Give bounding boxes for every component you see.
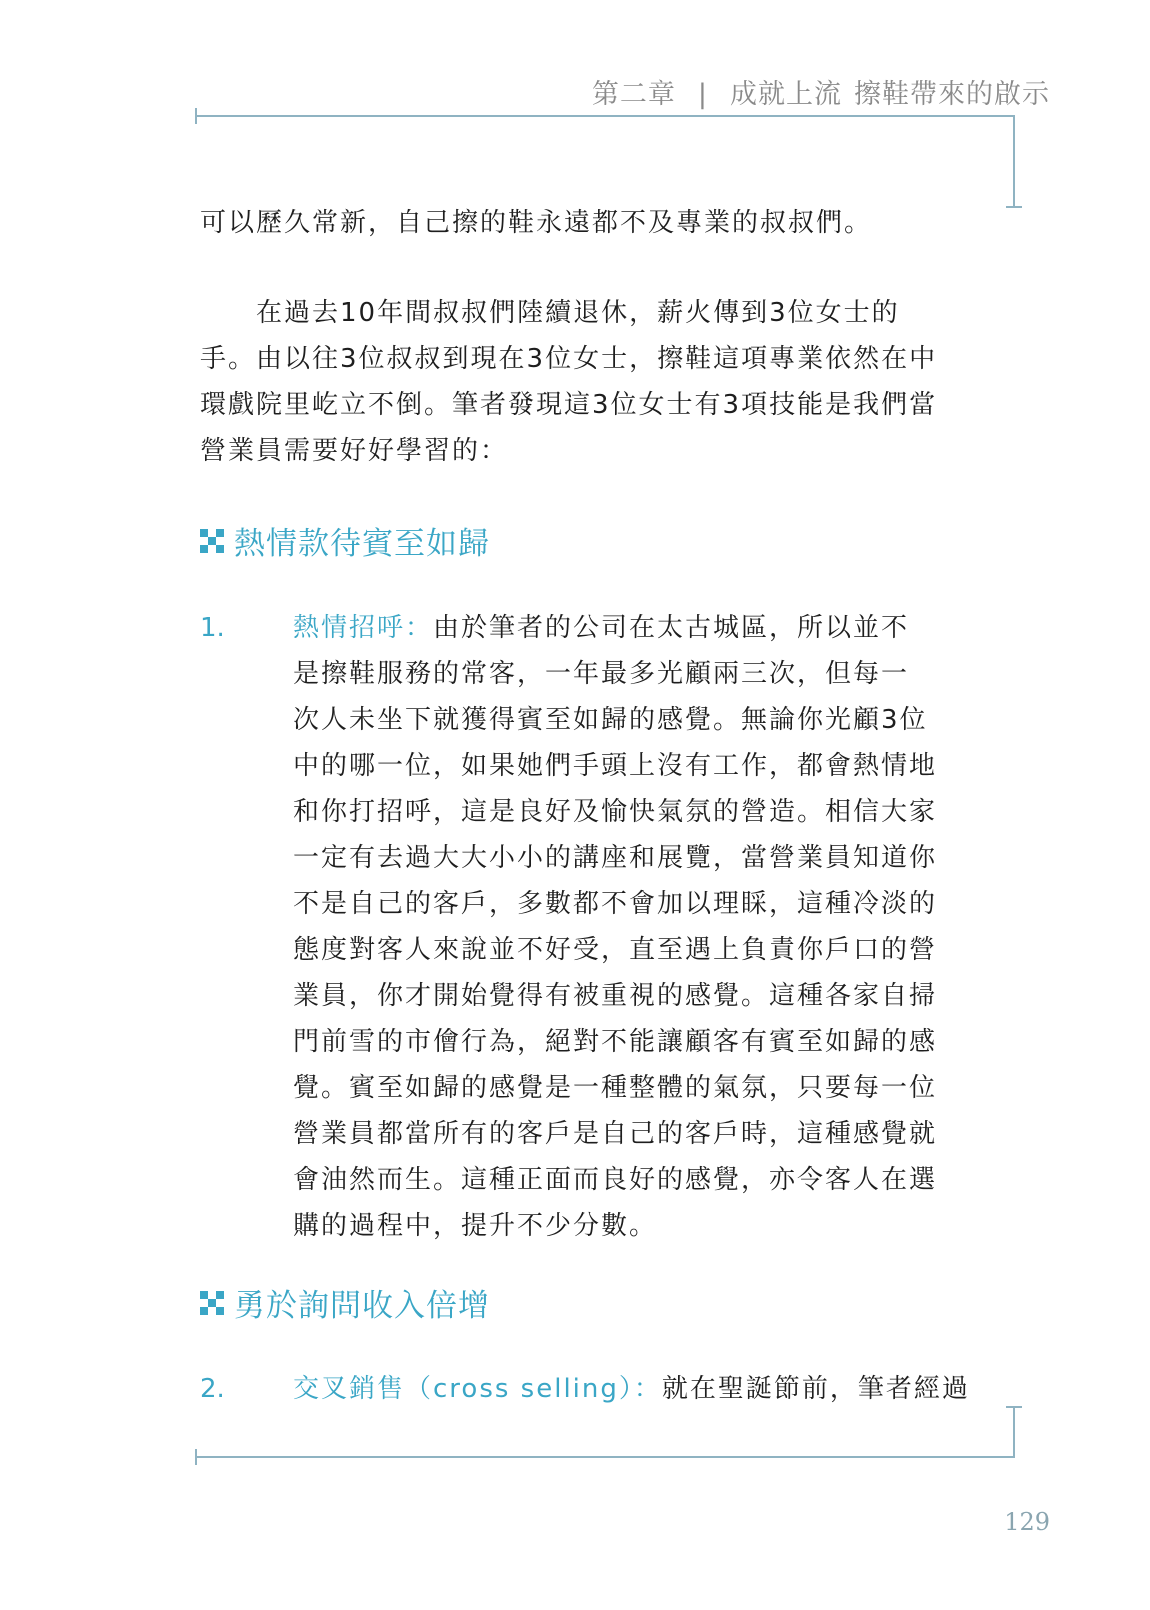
text-line: 態度對客人來說並不好受，直至遇上負責你戶口的營: [293, 935, 938, 965]
list-body: [293, 605, 953, 1249]
text-line: 在過去10年間叔叔們陸續退休，薪火傳到3位女士的: [200, 298, 900, 328]
chapter-label: 第二章: [591, 79, 676, 110]
intro-text: [200, 200, 960, 246]
header-title-part2: 擦鞋帶來的啟示: [854, 79, 1050, 110]
text-line: 中的哪一位，如果她們手頭上沒有工作，都會熱情地: [293, 751, 938, 781]
text-line: 環戲院里屹立不倒。筆者發現這3位女士有3項技能是我們當: [200, 390, 938, 420]
text-line: 就在聖誕節前，筆者經過: [661, 1374, 970, 1404]
section-heading: [200, 1280, 490, 1325]
top-frame-right-drop: [1013, 115, 1015, 207]
list-body: [293, 1366, 970, 1412]
text-line: 手。由以往3位叔叔到現在3位女士，擦鞋這項專業依然在中: [200, 344, 938, 374]
bottom-frame-left-tick: [195, 1449, 197, 1465]
section-heading-text: 勇於詢問收入倍增: [234, 1288, 490, 1324]
top-frame-bottom-tick: [1006, 206, 1022, 208]
bottom-frame-right-rise: [1013, 1406, 1015, 1458]
running-header: [592, 72, 1050, 111]
header-separator: |: [697, 79, 708, 110]
text-line: 可以歷久常新，自己擦的鞋永遠都不及專業的叔叔們。: [200, 208, 873, 238]
checker-bullet-icon: [200, 529, 224, 553]
section-heading-text: 熱情款待賓至如歸: [234, 526, 490, 562]
page-number: 129: [1004, 1508, 1050, 1536]
text-line: 業員，你才開始覺得有被重視的感覺。這種各家自掃: [293, 981, 938, 1011]
text-line: 次人未坐下就獲得賓至如歸的感覺。無論你光顧3位: [293, 705, 928, 735]
text-line: 不是自己的客戶，多數都不會加以理睬，這種冷淡的: [293, 889, 938, 919]
text-line: 是擦鞋服務的常客，一年最多光顧兩三次，但每一: [293, 659, 910, 689]
checker-bullet-icon: [200, 1291, 224, 1315]
section-heading: [200, 518, 490, 563]
list-number: 1.: [200, 613, 225, 643]
text-line: 由於筆者的公司在太古城區，所以並不: [433, 613, 910, 643]
list-item: [200, 605, 960, 1255]
text-line: 覺。賓至如歸的感覺是一種整體的氣氛，只要每一位: [293, 1073, 938, 1103]
text-line: 一定有去過大大小小的講座和展覽，當營業員知道你: [293, 843, 938, 873]
list-item-title: 交叉銷售（cross selling）：: [293, 1374, 662, 1404]
list-number: 2.: [200, 1374, 225, 1404]
text-line: 和你打招呼，這是良好及愉快氣氛的營造。相信大家: [293, 797, 938, 827]
list-item-title: 熱情招呼：: [293, 613, 434, 643]
bottom-frame-line: [195, 1456, 1015, 1458]
list-item: [200, 1366, 970, 1412]
top-frame-left-tick: [195, 108, 197, 124]
text-line: 營業員需要好好學習的：: [200, 436, 509, 466]
text-line: 購的過程中，提升不少分數。: [293, 1211, 658, 1241]
header-title-part1: 成就上流: [730, 79, 842, 110]
top-frame-line: [195, 115, 1015, 117]
text-line: 營業員都當所有的客戶是自己的客戶時，這種感覺就: [293, 1119, 938, 1149]
body-paragraph: [200, 290, 960, 474]
text-line: 門前雪的市儈行為，絕對不能讓顧客有賓至如歸的感: [293, 1027, 938, 1057]
text-line: 會油然而生。這種正面而良好的感覺，亦令客人在選: [293, 1165, 938, 1195]
